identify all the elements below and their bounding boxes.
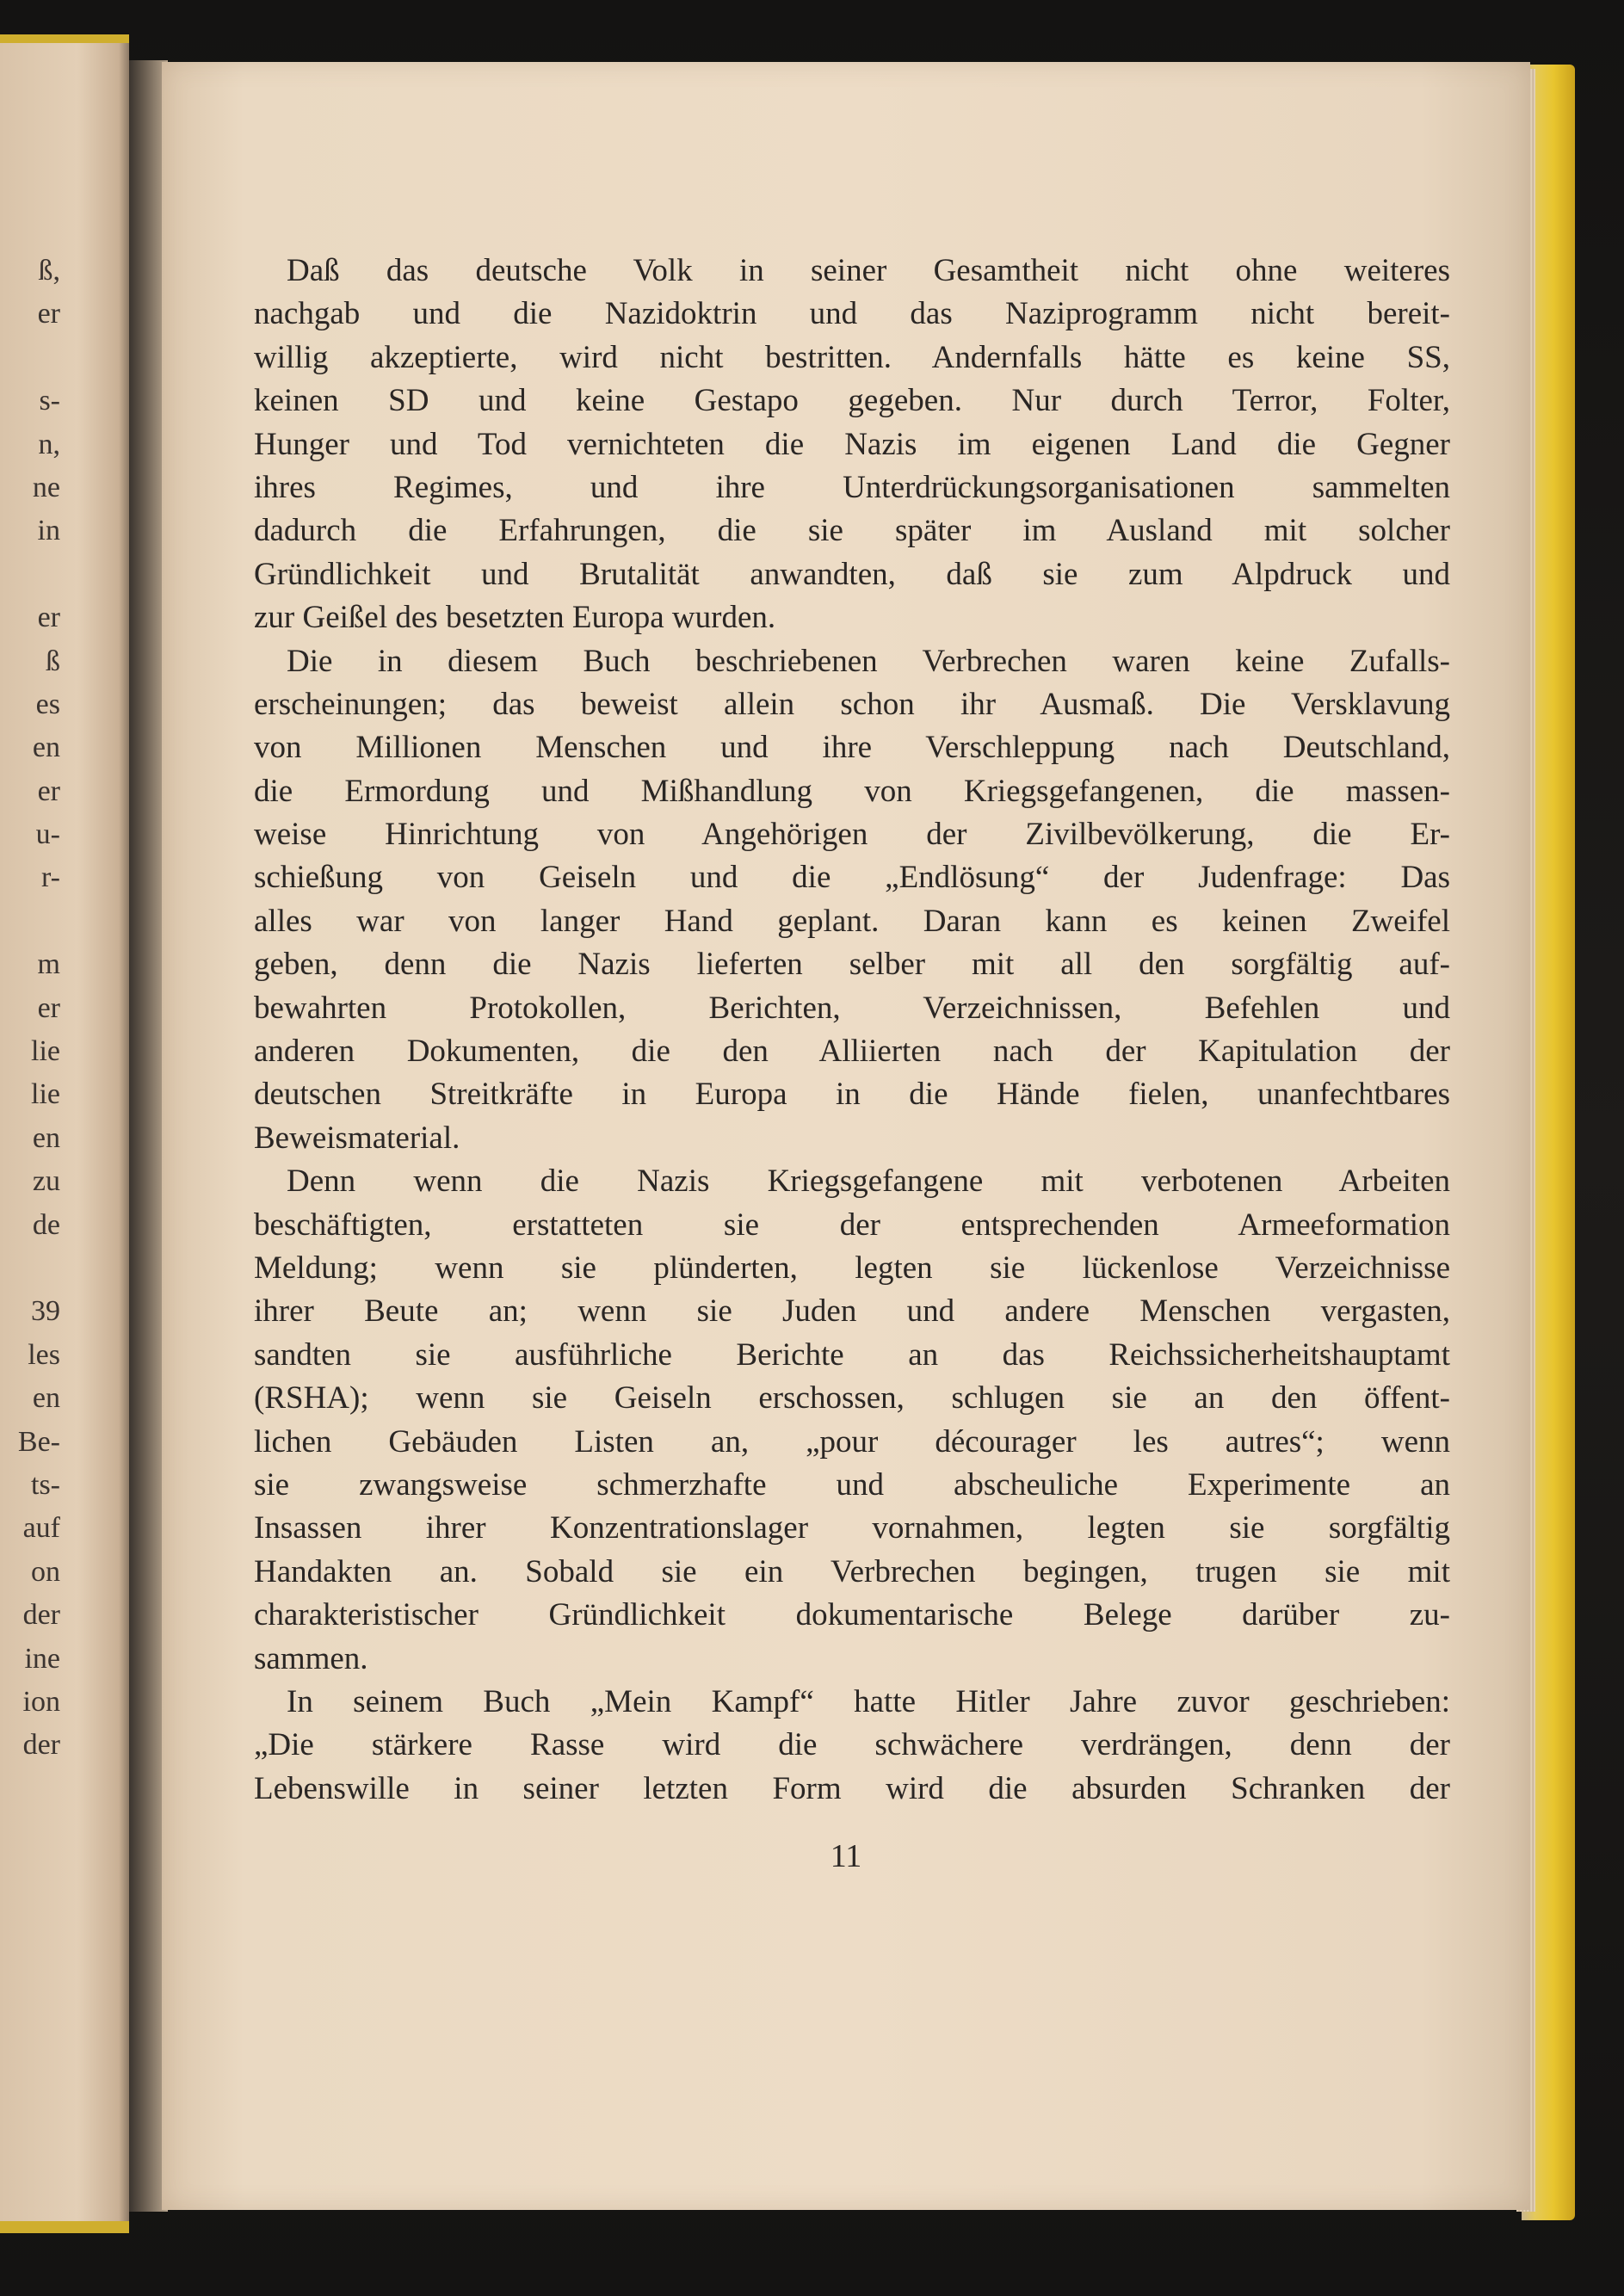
fragment-line: lie bbox=[31, 1035, 60, 1068]
fragment-line: en bbox=[32, 1382, 60, 1415]
fragment-line: ine bbox=[24, 1642, 60, 1675]
text-line: dadurch die Erfahrungen, die sie später im Ausland mit solcher bbox=[254, 513, 1450, 549]
fragment-line: es bbox=[35, 688, 60, 720]
facing-page-text-fragments bbox=[0, 250, 60, 1768]
text-line: sie zwangsweise schmerzhafte und abscheuliche Experimente an bbox=[254, 1466, 1450, 1503]
text-line: In seinem Buch „Mein Kampf“ hatte Hitler Jahre zuvor geschrieben: bbox=[287, 1683, 1450, 1719]
text-line: geben, denn die Nazis lieferten selber mit all den sorgfältig auf- bbox=[254, 947, 1450, 983]
text-line: ihrer Beute an; wenn sie Juden und andere Menschen vergasten, bbox=[254, 1293, 1450, 1330]
book-page bbox=[162, 62, 1530, 2210]
fragment-line: on bbox=[31, 1555, 60, 1588]
fragment-line: de bbox=[32, 1208, 60, 1241]
text-line: nachgab und die Nazidoktrin und das Naziprogramm nicht bereit- bbox=[254, 296, 1450, 332]
fragment-line: m bbox=[37, 948, 60, 981]
fragment-line bbox=[0, 1247, 60, 1290]
text-line: willig akzeptierte, wird nicht bestritten. Andernfalls hätte es keine SS, bbox=[254, 339, 1450, 375]
fragment-line: ß bbox=[46, 645, 60, 677]
text-line: Daß das deutsche Volk in seiner Gesamtheit nicht ohne weiteres bbox=[287, 253, 1450, 288]
text-line: deutschen Streitkräfte in Europa in die Hände fielen, unanfechtbares bbox=[254, 1077, 1450, 1113]
text-line: anderen Dokumenten, die den Alliierten nach der Kapitulation der bbox=[254, 1034, 1450, 1070]
fragment-line: ne bbox=[32, 471, 60, 503]
fragment-line: er bbox=[37, 298, 60, 330]
fragment-line: Be- bbox=[17, 1425, 60, 1458]
fragment-line: in bbox=[37, 515, 60, 547]
text-line: Denn wenn die Nazis Kriegsgefangene mit verbotenen Arbeiten bbox=[287, 1163, 1450, 1200]
fragment-line: der bbox=[22, 1599, 60, 1632]
text-line: sammen. bbox=[254, 1640, 368, 1676]
fragment-line: u- bbox=[35, 818, 60, 851]
text-line: „Die stärkere Rasse wird die schwächere verdrängen, denn der bbox=[254, 1727, 1450, 1763]
facing-page-edge bbox=[0, 34, 129, 2233]
text-line: sandten sie ausführliche Berichte an das Reichssicherheitshauptamt bbox=[254, 1336, 1450, 1373]
text-line: zur Geißel des besetzten Europa wurden. bbox=[254, 600, 776, 636]
fragment-line: n, bbox=[38, 428, 60, 460]
fragment-line: er bbox=[37, 991, 60, 1024]
text-line: ihres Regimes, und ihre Unterdrückungsorganisationen sammelten bbox=[254, 469, 1450, 505]
text-line: erscheinungen; das beweist allein schon ihr Ausmaß. Die Versklavung bbox=[254, 686, 1450, 722]
fragment-line: les bbox=[28, 1338, 60, 1371]
fragment-line: 39 bbox=[31, 1295, 60, 1328]
fragment-line bbox=[0, 900, 60, 943]
fragment-line: er bbox=[37, 775, 60, 807]
text-line: lichen Gebäuden Listen an, „pour décourager les autres“; wenn bbox=[254, 1423, 1450, 1460]
text-line: Insassen ihrer Konzentrationslager vornahmen, legten sie sorgfältig bbox=[254, 1510, 1450, 1546]
text-line: die Ermordung und Mißhandlung von Kriegsgefangenen, die massen- bbox=[254, 773, 1450, 809]
fragment-line bbox=[0, 336, 60, 380]
fragment-line: en bbox=[32, 731, 60, 764]
text-line: Die in diesem Buch beschriebenen Verbrechen waren keine Zufalls- bbox=[287, 643, 1450, 679]
text-line: Meldung; wenn sie plünderten, legten sie lückenlose Verzeichnisse bbox=[254, 1250, 1450, 1286]
fragment-line: er bbox=[37, 602, 60, 634]
fragment-line: ion bbox=[22, 1685, 60, 1718]
fragment-line: ts- bbox=[31, 1468, 60, 1501]
fragment-line: der bbox=[22, 1729, 60, 1762]
fragment-line bbox=[0, 553, 60, 596]
text-line: weise Hinrichtung von Angehörigen der Zivilbevölkerung, die Er- bbox=[254, 817, 1450, 853]
fragment-line: auf bbox=[22, 1512, 60, 1545]
text-line: Hunger und Tod vernichteten die Nazis im eigenen Land die Gegner bbox=[254, 426, 1450, 462]
text-line: alles war von langer Hand geplant. Daran kann es keinen Zweifel bbox=[254, 903, 1450, 939]
text-line: (RSHA); wenn sie Geiseln erschossen, schlugen sie an den öffent- bbox=[254, 1380, 1450, 1416]
text-line: Gründlichkeit und Brutalität anwandten, daß sie zum Alpdruck und bbox=[254, 556, 1450, 592]
text-line: keinen SD und keine Gestapo gegeben. Nur durch Terror, Folter, bbox=[254, 383, 1450, 419]
fragment-line: lie bbox=[31, 1078, 60, 1111]
text-line: charakteristischer Gründlichkeit dokumentarische Belege darüber zu- bbox=[254, 1597, 1450, 1633]
text-line: Lebenswille in seiner letzten Form wird die absurden Schranken der bbox=[254, 1770, 1450, 1806]
body-text bbox=[254, 250, 1450, 1811]
fragment-line: zu bbox=[32, 1165, 60, 1198]
text-line: Beweismaterial. bbox=[254, 1120, 460, 1156]
fragment-line: ß, bbox=[38, 255, 60, 287]
text-line: bewahrten Protokollen, Berichten, Verzeichnissen, Befehlen und bbox=[254, 990, 1450, 1026]
text-line: schießung von Geiseln und die „Endlösung“ der Judenfrage: Das bbox=[254, 860, 1450, 896]
text-line: von Millionen Menschen und ihre Verschleppung nach Deutschland, bbox=[254, 730, 1450, 766]
text-line: Handakten an. Sobald sie ein Verbrechen begingen, trugen sie mit bbox=[254, 1553, 1450, 1589]
fragment-line: s- bbox=[39, 385, 60, 417]
page-number: 11 bbox=[830, 1838, 862, 1874]
text-line: beschäftigten, erstatteten sie der entsprechenden Armeeformation bbox=[254, 1207, 1450, 1243]
fragment-line: r- bbox=[41, 861, 60, 894]
fragment-line: en bbox=[32, 1121, 60, 1154]
